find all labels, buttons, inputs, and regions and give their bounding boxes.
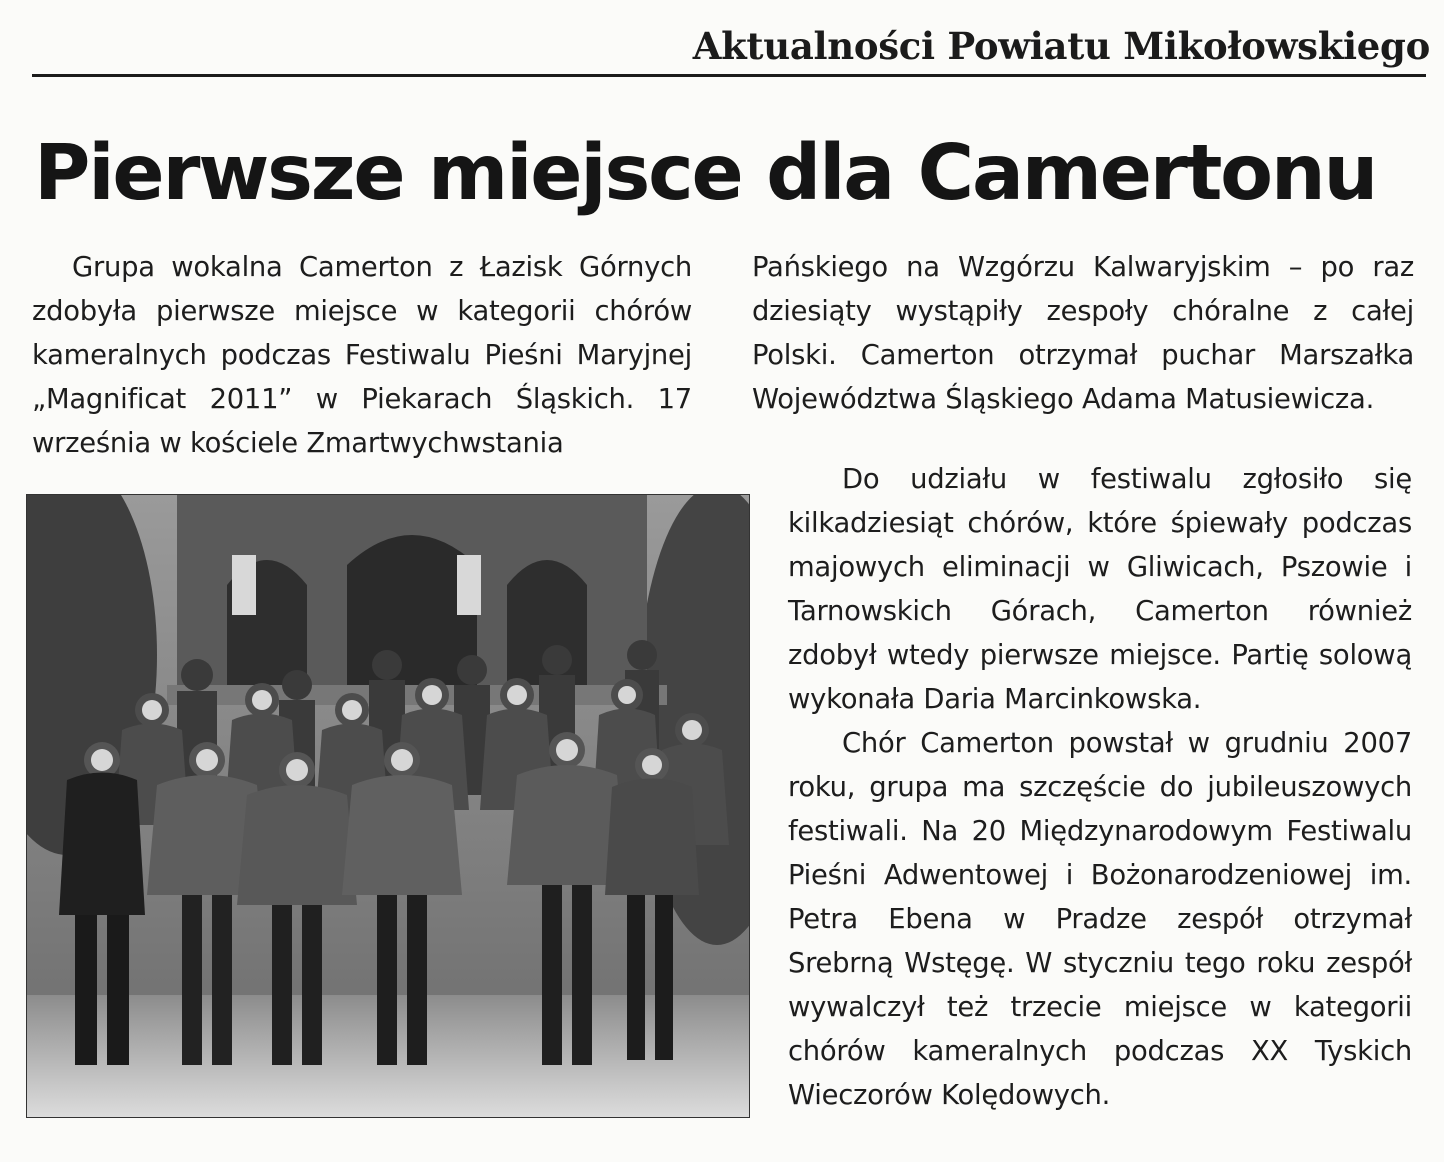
article-title: Pierwsze miejsce dla Camertonu: [34, 129, 1377, 218]
article-paragraph-1: [32, 246, 692, 466]
article-column-left: [32, 246, 692, 466]
article-paragraph-3: Chór Camerton powstał w grudniu 2007 roku, grupa ma szczęście do jubileuszowych festiwali. Na 20 Międzynarodowym Festiwalu Pieśni Adwentowej i Bożonarodzeniowej im. Petra Ebena w Pradze zespół otrzymał Srebrną Wstęgę. W styczniu tego roku zespół wywalczył też trzecie miejsce w kategorii chórów kameralnych podczas XX Tyskich Wieczorów Kolędowych.: [788, 728, 1412, 1111]
article-column-right-continuation: Pańskiego na Wzgórzu Kalwaryjskim – po raz dziesiąty wystąpiły zespoły chóralne z całej Polski. Camerton otrzymał puchar Marszałka Województwa Śląskiego Adama Matusiewicza.: [752, 252, 1414, 415]
article-paragraph-2: Do udziału w festiwalu zgłosiło się kilkadziesiąt chórów, które śpiewały podczas majowych eliminacji w Gliwicach, Pszowie i Tarnowskich Górach, Camerton również zdobył wtedy pierwsze miejsce. Partię solową wykonała Daria Marcinkowska.: [788, 464, 1412, 715]
choir-photo-image: [27, 495, 749, 1117]
article-column-right: [788, 458, 1412, 1118]
publication-header: Aktualności Powiatu Mikołowskiego: [692, 24, 1430, 68]
article-paragraph-1-text: Grupa wokalna Camerton z Łazisk Górnych zdobyła pierwsze miejsce w kategorii chórów kameralnych podczas Festiwalu Pieśni Maryjnej „Magnificat 2011” w Piekarach Śląskich. 17 września w kościele Zmartwychwstania: [32, 252, 692, 459]
choir-photo: [26, 494, 750, 1118]
header-rule: [32, 74, 1426, 77]
